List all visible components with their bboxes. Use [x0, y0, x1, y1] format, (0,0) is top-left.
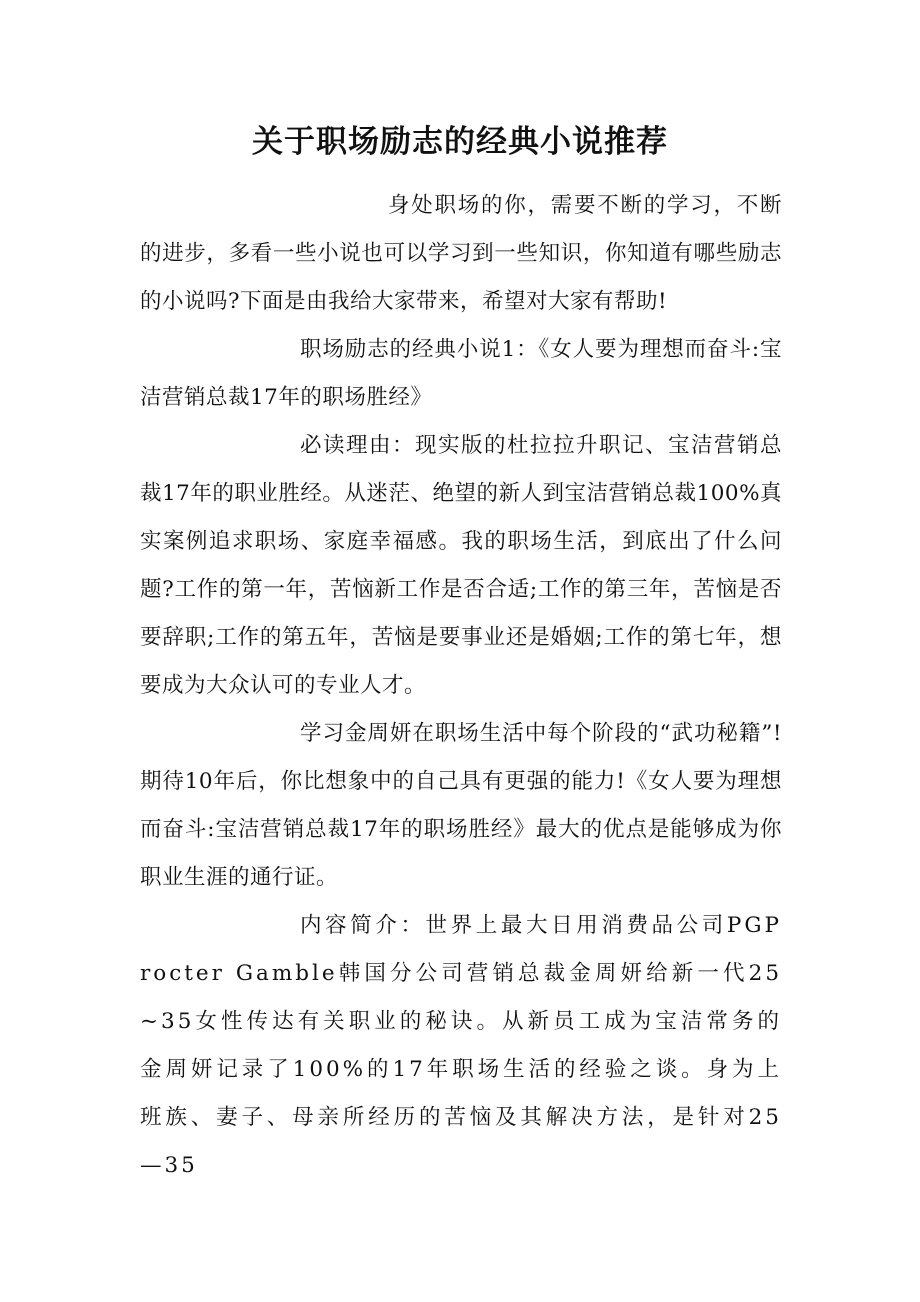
paragraph-intro: 身处职场的你，需要不断的学习，不断的进步，多看一些小说也可以学习到一些知识，你知道有哪些励志的小说吗?下面是由我给大家带来，希望对大家有帮助! — [140, 193, 782, 314]
paragraph-novel-title: 职场励志的经典小说1：《女人要为理想而奋斗:宝洁营销总裁17年的职场胜经》 — [140, 337, 782, 410]
paragraph-learning: 学习金周妍在职场生活中每个阶段的“武功秘籍”!期待10年后，你比想象中的自己具有更强的能力!《女人要为理想而奋斗:宝洁营销总裁17年的职场胜经》最大的优点是能够成为你职业生涯的通行证。 — [140, 721, 782, 890]
paragraph-reason: 必读理由：现实版的杜拉拉升职记、宝洁营销总裁17年的职业胜经。从迷茫、绝望的新人到宝洁营销总裁100%真实案例追求职场、家庭幸福感。我的职场生活，到底出了什么问题?工作的第一年，苦恼新工作是否合适;工作的第三年，苦恼是否要辞职;工作的第五年，苦恼是要事业还是婚姻;工作的第七年，想要成为大众认可的专业人才。 — [140, 433, 782, 698]
document-title: 关于职场励志的经典小说推荐 — [252, 124, 668, 160]
paragraph-summary: 内容简介：世界上最大日用消费品公司PGProcter Gamble韩国分公司营销总裁金周妍给新一代25~35女性传达有关职业的秘诀。从新员工成为宝洁常务的金周妍记录了100%的17年职场生活的经验之谈。身为上班族、妻子、母亲所经历的苦恼及其解决方法，是针对25—35 — [140, 913, 782, 1178]
document-body — [140, 182, 782, 1190]
